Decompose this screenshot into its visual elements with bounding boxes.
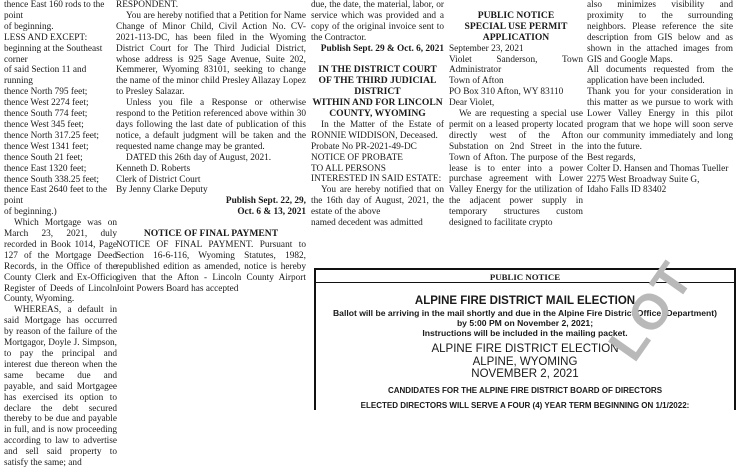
election-details: [316, 343, 734, 381]
text-line: thence South 338.25 feet;: [4, 174, 100, 185]
thanks-paragraph: Thank you for your consideration in this matter as we pursue to work with Lower Valley Energy in this pilot program that we hope will soon serve our community immediately and long into the future.: [587, 87, 733, 152]
sender-address: 2275 West Broadway Suite G,: [587, 174, 700, 185]
petition-paragraph: You are hereby notified that a Petition for Name Change of Minor Child, Civil Action No. CV-2021-113-DC, has been filed in the Wyoming District Court for The Third Judicial District, whose address is 925 Sage Avenue, Suite 202, Kemmerer, Wyoming 83101, seeking to change the name of the minor child Presley Allazay Lopez to Presley Salazar.: [116, 10, 306, 98]
letter-date: September 23, 2021: [449, 43, 524, 54]
final-payment-paragraph: NOTICE OF FINAL PAYMENT. Pursuant to Section 16-6-116, Wyoming Statutes, 1982, republished edition as amended, notice is hereby given that the Afton - Lincoln County Airport Joint Powers Board has accepted: [116, 239, 306, 294]
notice-of-probate: NOTICE OF PROBATE: [311, 152, 403, 163]
text-line: of beginning.: [4, 21, 54, 32]
text-line: of said Section 11 and running: [4, 65, 87, 87]
probate-number: Probate No PR-2021-49-DC: [311, 141, 417, 152]
election-name: ALPINE FIRE DISTRICT ELECTION: [431, 343, 619, 355]
text-line: thence East 1320 feet;: [4, 163, 87, 174]
probate-paragraph: You are hereby notified that on the 16th day of August, 2021, the estate of the above: [311, 185, 444, 218]
text-line: thence East 2640 feet to the point: [4, 185, 108, 207]
public-notice-label: PUBLIC NOTICE: [489, 272, 561, 282]
text-line: thence North 795 feet;: [4, 87, 88, 98]
sender-names: Colter D. Hansen and Thomas Tueller: [587, 163, 729, 174]
court-line: DISTRICT: [354, 86, 401, 98]
instruction-line: Instructions will be included in the mailing packet.: [422, 328, 628, 338]
estate-matter: In the Matter of the Estate of RONNIE WIDDISON, Deceased.: [311, 119, 444, 141]
recipient-line: Town of Afton: [449, 76, 504, 87]
invoice-paragraph: due, the date, the material, labor, or service which was provided and a copy of the original invoice sent to the Contractor.: [311, 0, 444, 43]
signature-title: Clerk of District Court: [116, 174, 201, 185]
text-line: LESS AND EXCEPT:: [4, 32, 88, 43]
permit-heading: SPECIAL USE PERMIT: [464, 20, 568, 32]
sender-address: Idaho Falls ID 83402: [587, 185, 667, 196]
respondent-label: RESPONDENT.: [116, 0, 179, 10]
salutation: Dear Violet,: [449, 98, 495, 109]
court-heading: [311, 65, 444, 120]
response-paragraph: Unless you file a Response or otherwise respond to the Petition referenced above within 30 days following the last date of publication of this notice, a default judgment will be taken and the requested name change may be granted.: [116, 98, 306, 152]
court-line: WITHIN AND FOR LINCOLN: [312, 97, 443, 109]
instruction-line: Ballot will be arriving in the mail shortly and due in the Alpine Fire District Office (Department): [332, 308, 718, 318]
publish-dates: Publish Sept. 29 & Oct. 6, 2021: [320, 43, 444, 54]
recipient-line: Violet Sanderson, Town Administrator: [449, 54, 583, 76]
text-line: thence South 774 feet;: [4, 109, 88, 120]
text-line: thence West 345 feet;: [4, 119, 84, 130]
court-line: OF THE THIRD JUDICIAL: [318, 75, 437, 87]
closing: Best regards,: [587, 152, 636, 163]
court-line: COUNTY, WYOMING: [329, 108, 426, 120]
documents-paragraph: All documents requested from the application have been included.: [587, 65, 733, 87]
mortgage-paragraph: Which Mortgage was on March 23, 2021, duly recorded in Book 1014, Page 127 of the Mortgage Deed Records, in the Office of the County Clerk and Ex-Officio Register of Deeds of Lincoln County, Wyoming.: [4, 218, 117, 305]
text-line: thence North 317.25 feet;: [4, 130, 100, 141]
column-1: [4, 0, 117, 469]
letter-body: We are requesting a special use permit on a leased property located directly west of the Afton Substation on 2nd Street in the Town of Afton. The purpose of the lease is to enter into a power purchase agreement with Lower Valley Energy for the utilization of the adjacent power supply in temporary structures custom designed to facilitate crypto: [449, 109, 583, 229]
application-heading: APPLICATION: [482, 31, 550, 43]
column-2: [116, 0, 306, 400]
signature-name: Kenneth D. Roberts: [116, 163, 191, 174]
election-date: NOVEMBER 2, 2021: [471, 368, 579, 380]
text-line: of beginning.): [4, 207, 57, 218]
probate-paragraph-cont: named decedent was admitted: [311, 218, 423, 229]
election-location: ALPINE, WYOMING: [472, 355, 578, 368]
text-line: thence South 21 feet;: [4, 152, 83, 163]
final-payment-heading: NOTICE OF FINAL PAYMENT: [143, 228, 279, 240]
text-line: beginning at the Southeast corner: [4, 43, 103, 65]
court-line: IN THE DISTRICT COURT: [318, 64, 437, 76]
election-title: ALPINE FIRE DISTRICT MAIL ELECTION: [414, 295, 636, 307]
legal-description: [4, 0, 117, 218]
ballot-watermark: LOT: [597, 251, 705, 371]
default-paragraph: WHEREAS, a default in said Mortgage has occurred by reason of the failure of the Mortgagor, Doyle J. Simpson, to pay the principal and interest due thereon when the same became due and payable, and said Mortgagee has exercised its option to declare the debt secured thereby to be due and payable in full, and is now proceeding according to law to advertise and sell said property to satisfy the same; and: [4, 305, 117, 469]
dated-line: DATED this 26th day of August, 2021.: [126, 152, 272, 163]
visibility-paragraph: also minimizes visibility and proximity to the surrounding neighbors. Please reference the site description from GIS below and as shown in the attached images from GIS and Google Maps.: [587, 0, 733, 65]
text-line: thence East 160 rods to the point: [4, 0, 105, 21]
text-line: thence West 2274 feet;: [4, 98, 89, 109]
notice-addressee: TO ALL PERSONS INTERESTED IN SAID ESTATE:: [311, 163, 442, 185]
publish-dates-cont: Oct. 6 & 13, 2021: [237, 207, 306, 218]
text-line: thence West 1341 feet;: [4, 141, 89, 152]
instruction-line: by 5:00 PM on November 2, 2021;: [456, 318, 594, 328]
publish-dates: Publish Sept. 22, 29,: [225, 196, 306, 207]
candidates-heading: CANDIDATES FOR THE ALPINE FIRE DISTRICT BOARD OF DIRECTORS: [387, 386, 663, 395]
signature-deputy: By Jenny Clarke Deputy: [116, 185, 208, 196]
term-line: ELECTED DIRECTORS WILL SERVE A FOUR (4) YEAR TERM BEGINNING ON 1/1/2022:: [360, 401, 690, 410]
recipient-line: PO Box 310 Afton, WY 83110: [449, 87, 564, 98]
notice-heading: PUBLIC NOTICE: [477, 9, 555, 21]
